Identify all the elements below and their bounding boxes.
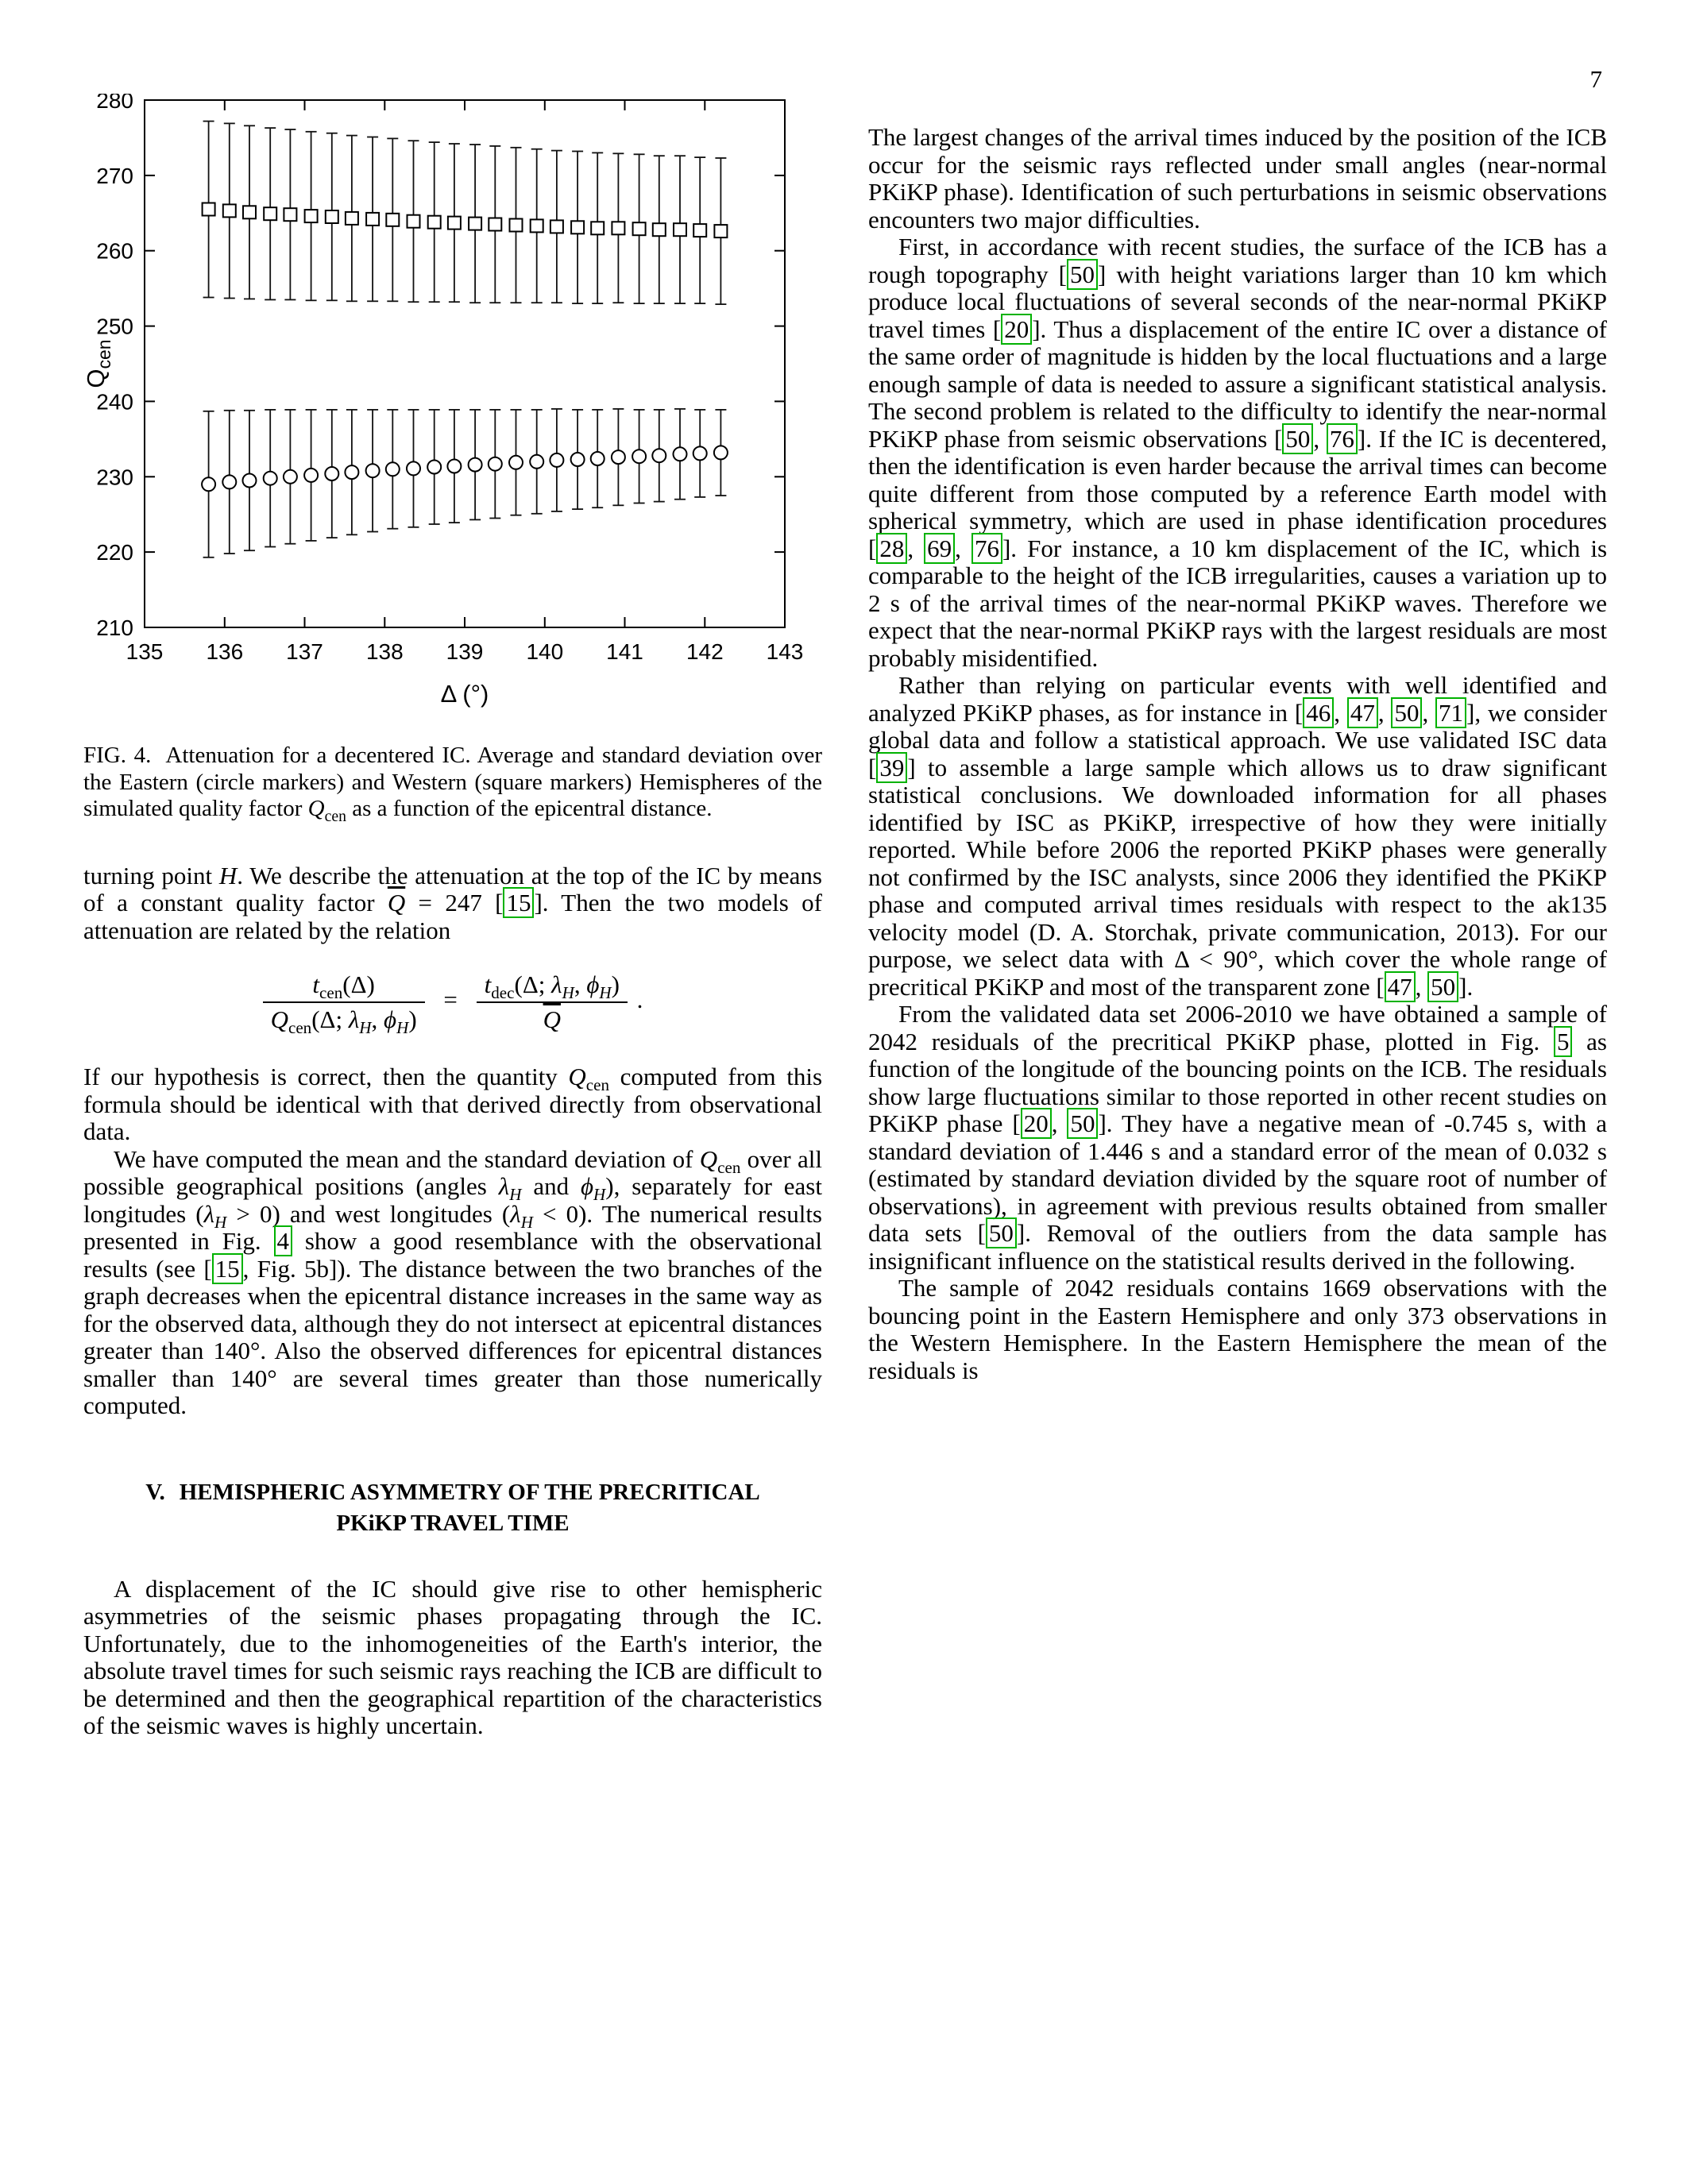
svg-text:240: 240 xyxy=(96,389,133,415)
eastern-hemisphere-marker xyxy=(427,461,441,474)
western-hemisphere-marker xyxy=(591,222,604,234)
eastern-hemisphere-marker xyxy=(652,449,666,462)
eastern-hemisphere-marker xyxy=(714,446,728,459)
figure-caption-label: FIG. 4. xyxy=(83,743,152,768)
western-hemisphere-marker xyxy=(428,216,441,229)
svg-text:135: 135 xyxy=(126,639,164,664)
section-title: HEMISPHERIC ASYMMETRY OF THE PRECRITICAL PKiKP TRAVEL TIME xyxy=(179,1479,760,1536)
eastern-hemisphere-marker xyxy=(632,450,646,463)
paragraph-computed-mean: We have computed the mean and the standard deviation of $Q_{cen}$ over all possible geographical positions (angles $\lambda_H$ and $\phi_H$), separately for east longitudes $(\lambda_H > 0)$ and west longitudes $(\lambda_H < 0)$. The numerical results presented in Fig. 4 show a good resemblance with the observational results (see [ 15 , Fig. 5b]). The distance between the two branches of the graph decreases when the epicentral distance increases in the same way as for the observed data, although they do not intersect at epicentral distances greater than 140°. Also the observed differences for epicentral distances smaller than 140° are several times greater than those numerically computed. xyxy=(83,1144,823,1419)
western-hemisphere-marker xyxy=(489,218,501,231)
svg-text:230: 230 xyxy=(96,465,133,490)
eastern-hemisphere-marker xyxy=(243,474,257,488)
western-hemisphere-marker xyxy=(571,221,584,233)
western-hemisphere-marker xyxy=(531,219,543,232)
citation-link[interactable]: 50 xyxy=(1282,423,1313,454)
western-hemisphere-marker xyxy=(223,204,236,217)
western-hemisphere-marker xyxy=(469,218,481,230)
eq-denominator-right: Q xyxy=(477,1001,628,1036)
eastern-hemisphere-marker xyxy=(284,470,297,484)
eastern-hemisphere-marker xyxy=(407,461,420,475)
figure-caption-text: Attenuation for a decentered IC. Average and standard deviation over the Eastern (circle markers) and Western (square markers) Hemispheres of the simulated quality factor $Q_{cen}$ as a function of the epicentral distance. xyxy=(83,743,822,825)
citation-link[interactable]: 5 xyxy=(1554,1026,1573,1057)
eastern-hemisphere-marker xyxy=(591,452,605,465)
paragraph-displacement: A displacement of the IC should give rise to other hemispheric asymmetries of the seismic phases propagating through the IC. Unfortunately, due to the inhomogeneities of the Earth's interior, the absolute travel times for such seismic rays reaching the ICB are difficult to be determined and then the geographical repartition of the characteristics of the seismic waves is highly uncertain. xyxy=(83,1574,822,1739)
western-hemisphere-marker xyxy=(326,210,338,223)
western-hemisphere-marker xyxy=(366,213,379,226)
citation-link[interactable]: 47 xyxy=(1385,971,1416,1002)
citation-link[interactable]: 46 xyxy=(1303,697,1334,728)
fraction-left xyxy=(263,968,425,1036)
svg-text:140: 140 xyxy=(526,639,564,664)
citation-link[interactable]: 50 xyxy=(1427,971,1458,1002)
eq-denominator-left: $Q_{cen}(\Delta$; $\lambda_H$, $\phi_H$) xyxy=(263,1001,425,1036)
paragraph-hypothesis: If our hypothesis is correct, then the quantity $Q_{cen}$ computed from this formula should be identical with that derived directly from observational data. xyxy=(83,1063,823,1145)
citation-link[interactable]: 20 xyxy=(1001,314,1032,345)
eq-numerator-left: $t_{cen}(\Delta)$ xyxy=(312,970,375,1003)
eastern-hemisphere-marker xyxy=(612,450,625,464)
citation-link[interactable]: 20 xyxy=(1021,1108,1052,1139)
svg-text:136: 136 xyxy=(206,639,244,664)
eastern-hemisphere-marker xyxy=(264,472,277,485)
citation-link[interactable]: 50 xyxy=(1067,259,1098,290)
eastern-hemisphere-marker xyxy=(550,453,563,467)
eastern-hemisphere-marker xyxy=(304,469,318,482)
western-hemisphere-marker xyxy=(653,223,666,236)
equation-qcen-relation xyxy=(83,968,822,1036)
citation-link[interactable]: 50 xyxy=(1067,1108,1098,1139)
western-hemisphere-marker xyxy=(510,219,523,232)
citation-link[interactable]: 71 xyxy=(1435,697,1466,728)
western-hemisphere-marker xyxy=(674,223,686,236)
figure-4 xyxy=(83,94,822,823)
citation-link[interactable]: 28 xyxy=(876,533,907,564)
paragraph-turning-point: turning point H. We describe the attenuation at the top of the IC by means of a constant quality factor $\overline{Q} = 247$ [ 15 ]. Then the two models of attenuation are related by the relation xyxy=(83,861,822,944)
eastern-hemisphere-marker xyxy=(674,447,687,461)
western-hemisphere-marker xyxy=(550,220,563,233)
eastern-hemisphere-marker xyxy=(366,464,380,477)
paragraph-largest-changes: The largest changes of the arrival times induced by the position of the ICB occur for the seismic rays reflected under small angles (near-normal PKiKP phase). Identification of such perturbations in seismic observations encounters two major difficulties. xyxy=(868,123,1607,233)
eastern-hemisphere-marker xyxy=(222,475,236,488)
western-hemisphere-marker xyxy=(386,214,399,226)
svg-text:220: 220 xyxy=(96,540,133,565)
svg-text:141: 141 xyxy=(606,639,643,664)
x-axis-label: Δ (°) xyxy=(440,680,489,708)
western-hemisphere-marker xyxy=(264,207,276,220)
svg-text:250: 250 xyxy=(96,314,133,339)
citation-link[interactable]: 47 xyxy=(1347,697,1378,728)
western-hemisphere-marker xyxy=(243,206,256,218)
page-number: 7 xyxy=(1590,65,1602,93)
western-hemisphere-marker xyxy=(693,224,706,237)
citation-link[interactable]: 50 xyxy=(986,1217,1017,1248)
section-number: V. xyxy=(145,1479,165,1505)
section-heading-v xyxy=(115,1477,790,1539)
citation-link[interactable]: 50 xyxy=(1391,697,1422,728)
svg-text:139: 139 xyxy=(446,639,484,664)
western-hemisphere-marker xyxy=(448,217,461,230)
equation-period: . xyxy=(636,986,643,1014)
eastern-hemisphere-marker xyxy=(693,446,707,460)
eastern-hemisphere-marker xyxy=(202,477,215,491)
eq-numerator-right: $t_{dec}(\Delta$; $\lambda_H$, $\phi_H$) xyxy=(484,970,620,1003)
paragraph-first-difficulty: First, in accordance with recent studies, the surface of the ICB has a rough topography [ 50 ] with height variations larger than 10 km which produce local fluctuations of several seconds of the near-normal PKiKP travel times [ 20 ]. Thus a displacement of the entire IC over a distance of the same order of magnitude is hidden by the local fluctuations and a large enough sample of data is needed to assure a significant statistical analysis. The second problem is related to the difficulty to identify the near-normal PKiKP phase from seismic observations [ 50 , 76 ]. If the IC is decentered, then the identification is even harder because the arrival times can become quite different from those computed by a reference Earth model with spherical symmetry, which are used in phase identification procedures [ 28 , 69 , 76 ]. For instance, a 10 km displacement of the IC, which is comparable to the height of the ICB irregularities, causes a variation up to 2 s of the arrival times of the near-normal PKiKP waves. Therefore we expect that the near-normal PKiKP rays with the largest residuals are most probably misidentified. xyxy=(868,233,1608,672)
attenuation-chart xyxy=(83,94,822,716)
eastern-hemisphere-marker xyxy=(509,456,523,469)
western-hemisphere-marker xyxy=(305,210,318,222)
figure-4-caption xyxy=(83,743,822,823)
eastern-hemisphere-marker xyxy=(489,457,502,471)
paragraph-sample-hemispheres: The sample of 2042 residuals contains 1669 observations with the bouncing point in the Eastern Hemisphere and only 373 observations in the Western Hemisphere. In the Eastern Hemisphere the mean of the residuals is xyxy=(868,1274,1607,1384)
paragraph-validated-dataset: From the validated data set 2006-2010 we have obtained a sample of 2042 residuals of the precritical PKiKP phase, plotted in Fig. 5 as function of the longitude of the bouncing points on the ICB. The residuals show large fluctuations similar to those reported in other recent studies on PKiKP phase [ 20 , 50 ]. They have a negative mean of -0.745 s, with a standard deviation of 1.446 s and a standard error of the mean of 0.032 s (estimated by standard deviation divided by the square root of number of observations), in agreement with previous results obtained from smaller data sets [ 50 ]. Removal of the outliers from the data sample has insignificant influence on the statistical results derived in the following. xyxy=(868,1000,1607,1275)
citation-link[interactable]: 39 xyxy=(876,752,907,783)
y-axis-label: $Q_{cen}$ xyxy=(83,339,114,388)
eastern-hemisphere-marker xyxy=(345,465,358,479)
eastern-hemisphere-marker xyxy=(447,460,461,473)
citation-link[interactable]: 4 xyxy=(274,1225,293,1256)
eastern-hemisphere-marker xyxy=(386,462,400,476)
right-column xyxy=(868,124,1607,1384)
citation-link[interactable]: 15 xyxy=(503,887,534,918)
citation-link[interactable]: 69 xyxy=(924,533,955,564)
svg-text:142: 142 xyxy=(686,639,724,664)
eastern-hemisphere-marker xyxy=(325,467,338,480)
western-hemisphere-marker xyxy=(612,222,624,234)
chart-svg xyxy=(83,94,822,712)
svg-text:138: 138 xyxy=(365,639,404,664)
eastern-hemisphere-marker xyxy=(530,455,543,469)
svg-text:143: 143 xyxy=(766,639,804,664)
western-hemisphere-marker xyxy=(633,222,646,235)
western-hemisphere-marker xyxy=(408,215,420,228)
eastern-hemisphere-marker xyxy=(571,453,585,466)
western-hemisphere-marker xyxy=(714,225,727,237)
paragraph-statistical-approach: Rather than relying on particular events with well identified and analyzed PKiKP phases, as for instance in [ 46 , 47 , 50 , 71 ], we consider global data and follow a statistical approach. We use validated ISC data [ 39 ] to assemble a large sample which allows us to draw significant statistical conclusions. We downloaded information for all phases identified by ISC as PKiKP, irrespective of how they were initially reported. While before 2006 the reported PKiKP phases were generally not confirmed by the ISC analysts, since 2006 they identified the PKiKP phase and computed arrival times residuals with respect to the ak135 velocity model (D. A. Storchak, private communication, 2013). For our purpose, we select data with Δ < 90°, which cover the whole range of precritical PKiKP and most of the transparent zone [ 47 , 50 ]. xyxy=(868,671,1607,1001)
svg-text:260: 260 xyxy=(96,238,133,264)
citation-link[interactable]: 76 xyxy=(1327,423,1358,454)
svg-text:137: 137 xyxy=(286,639,323,664)
svg-text:270: 270 xyxy=(96,163,133,188)
equals-sign: = xyxy=(443,986,458,1014)
western-hemisphere-marker xyxy=(284,208,296,221)
svg-text:210: 210 xyxy=(96,615,133,640)
eastern-hemisphere-marker xyxy=(469,458,482,472)
left-column xyxy=(83,94,822,1740)
svg-text:280: 280 xyxy=(96,94,133,113)
citation-link[interactable]: 15 xyxy=(212,1253,243,1284)
fraction-right xyxy=(477,968,628,1036)
citation-link[interactable]: 76 xyxy=(971,533,1002,564)
western-hemisphere-marker xyxy=(203,203,215,216)
western-hemisphere-marker xyxy=(346,212,358,225)
